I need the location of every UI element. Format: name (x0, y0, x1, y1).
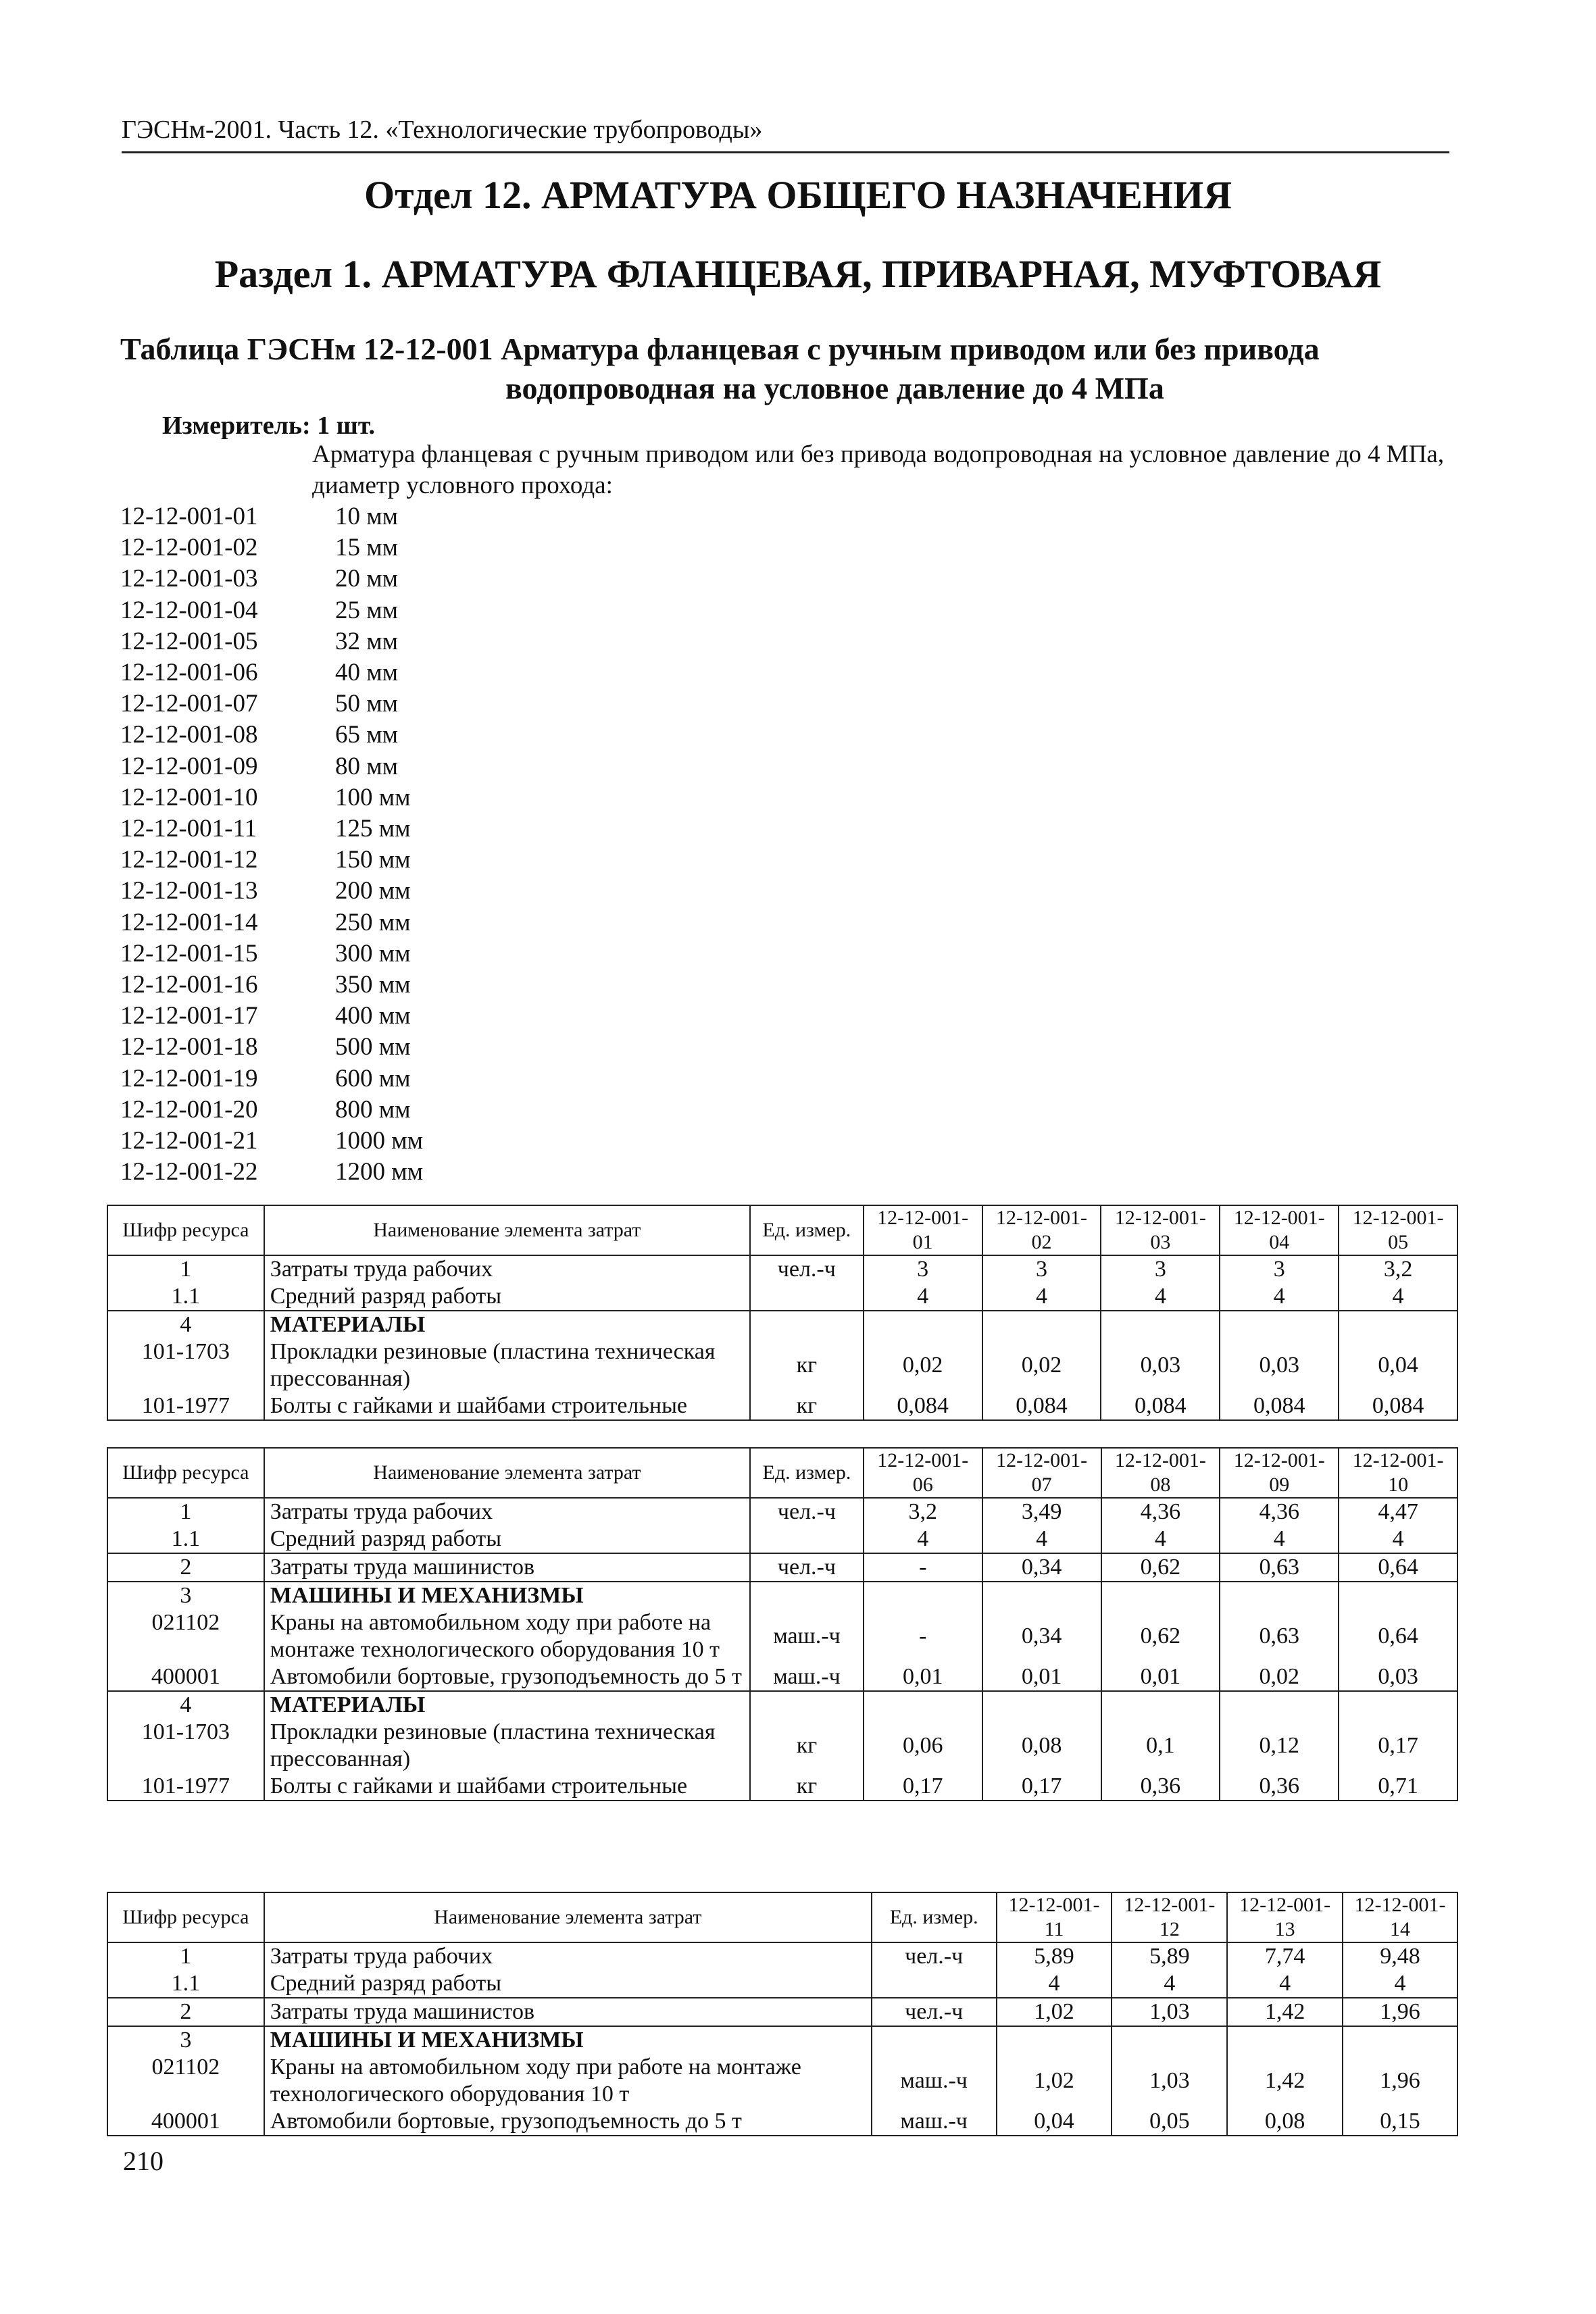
norm-value (982, 1311, 1101, 1338)
code-list-item (120, 813, 423, 845)
norm-value: 3 (1101, 1255, 1220, 1283)
table-row (107, 2108, 1457, 2136)
code-list (120, 501, 423, 1188)
norm-value: 4 (1220, 1283, 1339, 1311)
norm-value: 3 (982, 1255, 1101, 1283)
cost-element-name: МАТЕРИАЛЫ (264, 1311, 750, 1338)
item-code: 12-12-001-10 (120, 783, 258, 811)
code-list-item (120, 1126, 423, 1157)
norm-value: 0,08 (1227, 2108, 1343, 2136)
norm-value: 0,64 (1339, 1609, 1457, 1663)
resource-code: 101-1703 (107, 1338, 264, 1392)
cost-element-name: Затраты труда рабочих (264, 1498, 750, 1526)
resource-code: 3 (107, 1582, 264, 1609)
item-code: 12-12-001-22 (120, 1158, 258, 1186)
item-diameter: 40 мм (335, 659, 399, 687)
cost-element-name: Автомобили бортовые, грузоподъемность до 5 т (264, 2108, 872, 2136)
table-row (107, 2054, 1457, 2108)
norm-value: 0,15 (1343, 2108, 1457, 2136)
code-list-item (120, 970, 423, 1001)
item-diameter: 200 мм (335, 877, 411, 905)
cost-table-2 (107, 1447, 1458, 1801)
norm-value: 0,06 (864, 1719, 982, 1773)
norm-value (1220, 1691, 1339, 1719)
norm-value: 1,42 (1227, 1998, 1343, 2026)
table-row (107, 1283, 1457, 1311)
code-list-item (120, 501, 423, 532)
norm-value (864, 1311, 982, 1338)
norm-value: 7,74 (1227, 1942, 1343, 1970)
code-list-item (120, 876, 423, 907)
norm-value: 4 (1339, 1283, 1457, 1311)
item-code: 12-12-001-16 (120, 971, 258, 999)
resource-code: 1 (107, 1942, 264, 1970)
resource-code: 101-1977 (107, 1773, 264, 1801)
norm-value: 4 (1101, 1526, 1220, 1553)
table-row (107, 1498, 1457, 1526)
unit: чел.-ч (872, 1998, 997, 2026)
norm-value: 3 (864, 1255, 982, 1283)
norm-value: 4 (982, 1283, 1101, 1311)
item-code: 12-12-001-18 (120, 1033, 258, 1061)
norm-value: 0,03 (1339, 1663, 1457, 1691)
norm-value: - (864, 1553, 982, 1582)
header-code: Шифр ресурса (107, 1892, 264, 1942)
item-diameter: 1200 мм (335, 1158, 424, 1186)
table-title (120, 330, 1458, 408)
cost-element-name: Прокладки резиновые (пластина техническая прессованная) (264, 1719, 750, 1773)
item-code: 12-12-001-17 (120, 1002, 258, 1030)
cost-element-name: Затраты труда машинистов (264, 1553, 750, 1582)
norm-value: 0,084 (1339, 1392, 1457, 1420)
norm-value: 0,17 (864, 1773, 982, 1801)
norm-value: 0,084 (982, 1392, 1101, 1420)
norm-value: 3,2 (864, 1498, 982, 1526)
norm-value: 0,12 (1220, 1719, 1339, 1773)
item-code: 12-12-001-15 (120, 939, 258, 967)
table-header-row (107, 1205, 1457, 1255)
resource-code: 4 (107, 1691, 264, 1719)
norm-value: 0,17 (982, 1773, 1101, 1801)
resource-code: 021102 (107, 1609, 264, 1663)
code-list-item (120, 782, 423, 813)
cost-element-name: Средний разряд работы (264, 1970, 872, 1998)
norm-value: 0,04 (997, 2108, 1112, 2136)
header-norm-code: 12-12-001-04 (1220, 1205, 1339, 1255)
table-row (107, 1392, 1457, 1420)
norm-value: 0,1 (1101, 1719, 1220, 1773)
item-diameter: 100 мм (335, 783, 411, 811)
norm-value: 0,63 (1220, 1609, 1339, 1663)
cost-element-name: Средний разряд работы (264, 1283, 750, 1311)
table-header-row (107, 1448, 1457, 1498)
norm-value (1339, 1691, 1457, 1719)
item-diameter: 400 мм (335, 1002, 411, 1030)
norm-value: 4,36 (1101, 1498, 1220, 1526)
table-row (107, 1526, 1457, 1553)
table-row (107, 1691, 1457, 1719)
item-diameter: 600 мм (335, 1064, 411, 1092)
unit (872, 2026, 997, 2054)
unit: маш.-ч (750, 1663, 864, 1691)
norm-value (1227, 2026, 1343, 2054)
item-diameter: 65 мм (335, 721, 399, 749)
resource-code: 400001 (107, 1663, 264, 1691)
resource-code: 1.1 (107, 1283, 264, 1311)
item-diameter: 20 мм (335, 565, 399, 593)
code-list-item (120, 720, 423, 751)
page-number: 210 (123, 2146, 164, 2176)
norm-value (1101, 1582, 1220, 1609)
norm-value: 0,02 (982, 1338, 1101, 1392)
norm-value: 4,36 (1220, 1498, 1339, 1526)
norm-value: - (864, 1609, 982, 1663)
resource-code: 101-1977 (107, 1392, 264, 1420)
table-row (107, 1255, 1457, 1283)
description: Арматура фланцевая с ручным приводом или без привода водопроводная на условное давление до 4 МПа, диаметр условного прохода: (312, 441, 1445, 499)
unit (750, 1283, 864, 1311)
unit: маш.-ч (872, 2054, 997, 2108)
norm-value: 4 (1101, 1283, 1220, 1311)
cost-element-name: Болты с гайками и шайбами строительные (264, 1392, 750, 1420)
norm-value: 4 (1343, 1970, 1457, 1998)
item-diameter: 125 мм (335, 815, 411, 843)
item-diameter: 10 мм (335, 503, 399, 530)
norm-value: 3,2 (1339, 1255, 1457, 1283)
header-norm-code: 12-12-001-11 (997, 1892, 1112, 1942)
unit: чел.-ч (750, 1553, 864, 1582)
header-name: Наименование элемента затрат (264, 1892, 872, 1942)
code-list-item (120, 1063, 423, 1095)
norm-value: 0,62 (1101, 1609, 1220, 1663)
cost-element-name: Прокладки резиновые (пластина техническая прессованная) (264, 1338, 750, 1392)
item-diameter: 25 мм (335, 596, 399, 624)
norm-value (1112, 2026, 1227, 2054)
item-code: 12-12-001-05 (120, 627, 258, 655)
norm-value: 0,71 (1339, 1773, 1457, 1801)
norm-value (1343, 2026, 1457, 2054)
header-code: Шифр ресурса (107, 1448, 264, 1498)
code-list-item (120, 688, 423, 720)
item-code: 12-12-001-06 (120, 659, 258, 687)
unit (750, 1311, 864, 1338)
header-unit: Ед. измер. (872, 1892, 997, 1942)
code-list-item (120, 563, 423, 595)
unit: кг (750, 1392, 864, 1420)
item-diameter: 500 мм (335, 1033, 411, 1061)
table-title-line-1: Таблица ГЭСНм 12-12-001 Арматура фланцевая с ручным приводом или без привода (120, 332, 1320, 366)
code-list-item (120, 626, 423, 657)
cost-element-name: Средний разряд работы (264, 1526, 750, 1553)
section-title: Раздел 1. АРМАТУРА ФЛАНЦЕВАЯ, ПРИВАРНАЯ, МУФТОВАЯ (214, 252, 1382, 296)
unit: кг (750, 1719, 864, 1773)
resource-code: 1 (107, 1498, 264, 1526)
resource-code: 1.1 (107, 1970, 264, 1998)
item-code: 12-12-001-20 (120, 1095, 258, 1124)
item-diameter: 80 мм (335, 752, 399, 780)
item-code: 12-12-001-03 (120, 565, 258, 593)
item-code: 12-12-001-14 (120, 908, 258, 936)
unit: маш.-ч (872, 2108, 997, 2136)
item-diameter: 800 мм (335, 1095, 411, 1124)
norm-value: 0,04 (1339, 1338, 1457, 1392)
item-code: 12-12-001-07 (120, 690, 258, 718)
norm-value: 0,02 (1220, 1663, 1339, 1691)
header-norm-code: 12-12-001-05 (1339, 1205, 1457, 1255)
norm-value (1101, 1311, 1220, 1338)
norm-value: 0,62 (1101, 1553, 1220, 1582)
header-norm-code: 12-12-001-07 (982, 1448, 1101, 1498)
norm-value: 0,05 (1112, 2108, 1227, 2136)
norm-value: 1,03 (1112, 1998, 1227, 2026)
norm-value: 1,96 (1343, 1998, 1457, 2026)
norm-value: 0,64 (1339, 1553, 1457, 1582)
unit (872, 1970, 997, 1998)
norm-value: 4 (864, 1283, 982, 1311)
resource-code: 2 (107, 1553, 264, 1582)
item-code: 12-12-001-04 (120, 596, 258, 624)
item-code: 12-12-001-21 (120, 1127, 258, 1155)
unit: чел.-ч (872, 1942, 997, 1970)
item-code: 12-12-001-02 (120, 534, 258, 562)
norm-value: 9,48 (1343, 1942, 1457, 1970)
item-code: 12-12-001-19 (120, 1064, 258, 1092)
header-norm-code: 12-12-001-14 (1343, 1892, 1457, 1942)
norm-value: 1,02 (997, 2054, 1112, 2108)
norm-value: 3,49 (982, 1498, 1101, 1526)
table-row (107, 1338, 1457, 1392)
cost-element-name: Краны на автомобильном ходу при работе на монтаже технологического оборудования 10 т (264, 1609, 750, 1663)
norm-value: 1,03 (1112, 2054, 1227, 2108)
table-row (107, 1942, 1457, 1970)
resource-code: 3 (107, 2026, 264, 2054)
norm-value: 0,63 (1220, 1553, 1339, 1582)
item-code: 12-12-001-08 (120, 721, 258, 749)
unit (750, 1526, 864, 1553)
department-title: Отдел 12. АРМАТУРА ОБЩЕГО НАЗНАЧЕНИЯ (364, 173, 1232, 217)
norm-value: 1,02 (997, 1998, 1112, 2026)
norm-value (864, 1691, 982, 1719)
table-row (107, 1998, 1457, 2026)
norm-value: 4,47 (1339, 1498, 1457, 1526)
norm-value: 0,01 (864, 1663, 982, 1691)
table-title-line-2: водопроводная на условное давление до 4 МПа (505, 371, 1164, 405)
norm-value: 0,01 (1101, 1663, 1220, 1691)
header-norm-code: 12-12-001-02 (982, 1205, 1101, 1255)
norm-value: 0,084 (1101, 1392, 1220, 1420)
table-row (107, 2026, 1457, 2054)
resource-code: 021102 (107, 2054, 264, 2108)
code-list-item (120, 1095, 423, 1126)
norm-value: 0,34 (982, 1553, 1101, 1582)
header-norm-code: 12-12-001-06 (864, 1448, 982, 1498)
norm-value: 4 (1339, 1526, 1457, 1553)
header-norm-code: 12-12-001-12 (1112, 1892, 1227, 1942)
table-row (107, 1663, 1457, 1691)
item-code: 12-12-001-12 (120, 846, 258, 874)
table-row (107, 1609, 1457, 1663)
norm-value: 0,08 (982, 1719, 1101, 1773)
norm-value (997, 2026, 1112, 2054)
unit: чел.-ч (750, 1255, 864, 1283)
header-unit: Ед. измер. (750, 1205, 864, 1255)
norm-value: 1,96 (1343, 2054, 1457, 2108)
header-norm-code: 12-12-001-10 (1339, 1448, 1457, 1498)
item-diameter: 15 мм (335, 534, 399, 562)
norm-value (1101, 1691, 1220, 1719)
norm-value (1339, 1582, 1457, 1609)
cost-table-1 (107, 1205, 1458, 1421)
header-norm-code: 12-12-001-08 (1101, 1448, 1220, 1498)
code-list-item (120, 1032, 423, 1063)
header-norm-code: 12-12-001-01 (864, 1205, 982, 1255)
item-diameter: 1000 мм (335, 1127, 424, 1155)
norm-value (864, 1582, 982, 1609)
norm-value (1220, 1582, 1339, 1609)
norm-value: 0,01 (982, 1663, 1101, 1691)
resource-code: 2 (107, 1998, 264, 2026)
header-unit: Ед. измер. (750, 1448, 864, 1498)
cost-table-3 (107, 1892, 1458, 2136)
header-norm-code: 12-12-001-09 (1220, 1448, 1339, 1498)
norm-value (982, 1582, 1101, 1609)
item-code: 12-12-001-11 (120, 815, 257, 843)
item-code: 12-12-001-13 (120, 877, 258, 905)
norm-value: 3 (1220, 1255, 1339, 1283)
item-diameter: 250 мм (335, 908, 411, 936)
norm-value: 4 (982, 1526, 1101, 1553)
table-row (107, 1970, 1457, 1998)
norm-value: 0,084 (864, 1392, 982, 1420)
norm-value: 0,36 (1220, 1773, 1339, 1801)
item-diameter: 32 мм (335, 627, 399, 655)
unit: кг (750, 1773, 864, 1801)
code-list-item (120, 1157, 423, 1188)
cost-element-name: МАШИНЫ И МЕХАНИЗМЫ (264, 1582, 750, 1609)
unit (750, 1691, 864, 1719)
norm-value: 0,36 (1101, 1773, 1220, 1801)
cost-element-name: Затраты труда рабочих (264, 1255, 750, 1283)
norm-value: 0,084 (1220, 1392, 1339, 1420)
measure-unit: Измеритель: 1 шт. (162, 411, 376, 440)
norm-value (1220, 1311, 1339, 1338)
code-list-item (120, 938, 423, 970)
header-name: Наименование элемента затрат (264, 1205, 750, 1255)
table-row (107, 1773, 1457, 1801)
resource-code: 1.1 (107, 1526, 264, 1553)
norm-value: 4 (1227, 1970, 1343, 1998)
resource-code: 400001 (107, 2108, 264, 2136)
norm-value: 0,02 (864, 1338, 982, 1392)
item-diameter: 150 мм (335, 846, 411, 874)
norm-value: 1,42 (1227, 2054, 1343, 2108)
code-list-item (120, 595, 423, 626)
norm-value: 5,89 (997, 1942, 1112, 1970)
cost-element-name: Краны на автомобильном ходу при работе на монтаже технологического оборудования 10 т (264, 2054, 872, 2108)
header-code: Шифр ресурса (107, 1205, 264, 1255)
norm-value: 0,03 (1220, 1338, 1339, 1392)
item-diameter: 50 мм (335, 690, 399, 718)
code-list-item (120, 751, 423, 782)
code-list-item (120, 907, 423, 938)
cost-element-name: Болты с гайками и шайбами строительные (264, 1773, 750, 1801)
code-list-item (120, 845, 423, 876)
unit: кг (750, 1338, 864, 1392)
resource-code: 1 (107, 1255, 264, 1283)
cost-element-name: МАТЕРИАЛЫ (264, 1691, 750, 1719)
header-norm-code: 12-12-001-03 (1101, 1205, 1220, 1255)
cost-element-name: Затраты труда машинистов (264, 1998, 872, 2026)
resource-code: 101-1703 (107, 1719, 264, 1773)
norm-value: 0,17 (1339, 1719, 1457, 1773)
norm-value: 4 (1112, 1970, 1227, 1998)
code-list-item (120, 532, 423, 563)
unit: маш.-ч (750, 1609, 864, 1663)
table-row (107, 1582, 1457, 1609)
cost-element-name: Затраты труда рабочих (264, 1942, 872, 1970)
unit (750, 1582, 864, 1609)
norm-value (982, 1691, 1101, 1719)
code-list-item (120, 657, 423, 688)
norm-value (1339, 1311, 1457, 1338)
norm-value: 5,89 (1112, 1942, 1227, 1970)
running-header: ГЭСНм-2001. Часть 12. «Технологические трубопроводы» (122, 115, 1449, 153)
header-name: Наименование элемента затрат (264, 1448, 750, 1498)
norm-value: 4 (997, 1970, 1112, 1998)
table-row (107, 1311, 1457, 1338)
cost-element-name: МАШИНЫ И МЕХАНИЗМЫ (264, 2026, 872, 2054)
table-row (107, 1719, 1457, 1773)
unit: чел.-ч (750, 1498, 864, 1526)
code-list-item (120, 1001, 423, 1032)
norm-value: 0,03 (1101, 1338, 1220, 1392)
item-code: 12-12-001-09 (120, 752, 258, 780)
item-code: 12-12-001-01 (120, 503, 258, 530)
table-row (107, 1553, 1457, 1582)
norm-value: 4 (1220, 1526, 1339, 1553)
item-diameter: 350 мм (335, 971, 411, 999)
table-header-row (107, 1892, 1457, 1942)
norm-value: 0,34 (982, 1609, 1101, 1663)
resource-code: 4 (107, 1311, 264, 1338)
header-norm-code: 12-12-001-13 (1227, 1892, 1343, 1942)
norm-value: 4 (864, 1526, 982, 1553)
cost-element-name: Автомобили бортовые, грузоподъемность до 5 т (264, 1663, 750, 1691)
item-diameter: 300 мм (335, 939, 411, 967)
